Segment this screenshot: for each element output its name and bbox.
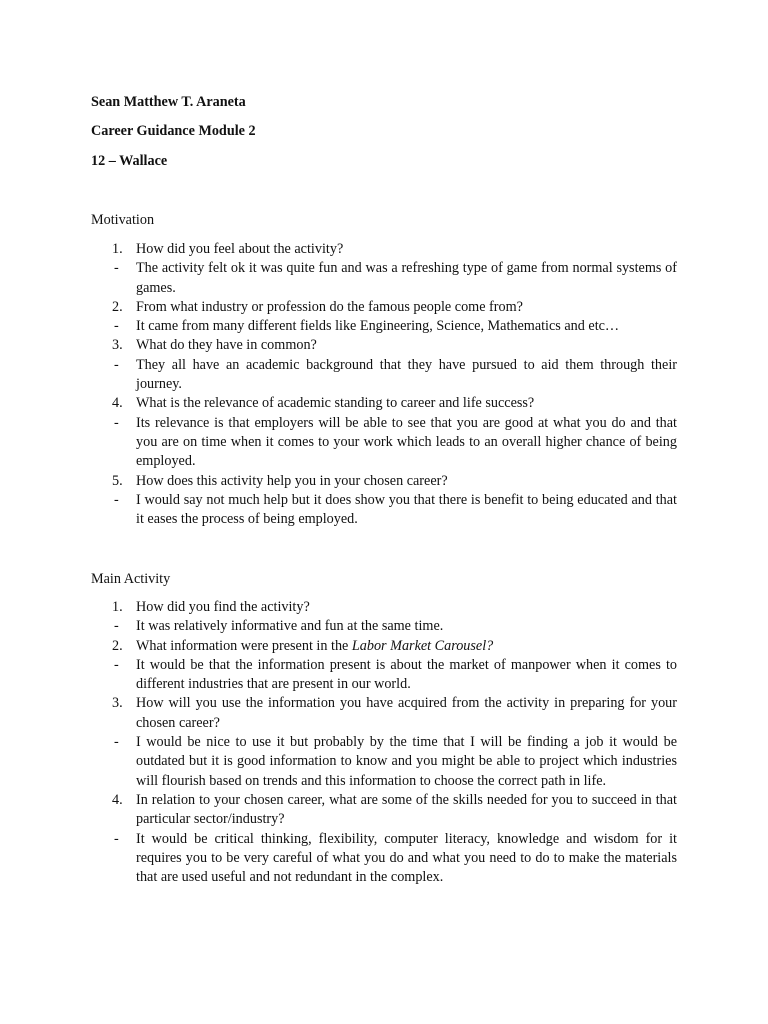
question-text: What is the relevance of academic standing to career and life success? [136, 395, 535, 412]
section-title-main-activity: Main Activity [91, 571, 171, 587]
question-item [91, 298, 677, 317]
list-number: 1. [112, 599, 123, 615]
answer-text: I would say not much help but it does show you that there is benefit to being educated and that it eases the process of being employed. [136, 491, 677, 528]
list-dash: - [114, 260, 119, 277]
answer-item [91, 356, 677, 395]
question-item [91, 240, 677, 259]
question-text: How did you find the activity? [136, 599, 310, 615]
question-text: What do they have in common? [136, 337, 317, 354]
answer-text: It would be that the information present is about the market of manpower when it comes to different industries that are present in our world. [136, 656, 677, 693]
question-item [91, 598, 677, 617]
question-text-plain: What information were present in the [136, 637, 352, 654]
list-number: 5. [112, 472, 123, 489]
motivation-list [91, 240, 677, 529]
question-item [91, 791, 677, 830]
question-item [91, 472, 677, 491]
answer-item [91, 656, 677, 695]
list-number: 2. [112, 637, 123, 654]
list-dash: - [114, 618, 119, 635]
answer-text: I would be nice to use it but probably by the time that I will be finding a job it would be outdated but it is good information to know and you might be able to project which industries will flourish based on trends and this information to choose the correct path in life. [136, 734, 677, 789]
list-dash: - [114, 734, 119, 751]
author-name: Sean Matthew T. Araneta [91, 94, 246, 110]
list-dash: - [114, 656, 119, 673]
list-number: 2. [112, 298, 123, 315]
answer-text: It was relatively informative and fun at the same time. [136, 618, 444, 635]
list-number: 1. [112, 241, 123, 257]
list-dash: - [114, 830, 119, 847]
list-dash: - [114, 356, 119, 373]
main-activity-list [91, 598, 677, 887]
answer-item [91, 317, 677, 336]
list-number: 3. [112, 337, 123, 354]
class-section: 12 – Wallace [91, 153, 168, 169]
question-text: How does this activity help you in your chosen career? [136, 472, 448, 489]
list-dash: - [114, 414, 119, 431]
answer-text: It would be critical thinking, flexibility, computer literacy, knowledge and wisdom for it requires you to be very careful of what you do and what you need to do to make the materials that are used useful and not redundant in the complex. [136, 830, 677, 886]
question-text: In relation to your chosen career, what are some of the skills needed for you to succeed in that particular sector/industry? [136, 791, 677, 828]
answer-text: It came from many different fields like Engineering, Science, Mathematics and etc… [136, 318, 620, 335]
list-number: 3. [112, 695, 123, 712]
question-item [91, 394, 677, 413]
module-title: Career Guidance Module 2 [91, 123, 256, 139]
carousel-title-italic: Labor Market Carousel? [351, 637, 494, 654]
list-dash: - [114, 491, 119, 508]
answer-item [91, 414, 677, 472]
question-item [91, 694, 677, 733]
answer-item [91, 617, 677, 636]
answer-item [91, 491, 677, 530]
answer-item [91, 733, 677, 791]
answer-item [91, 259, 677, 298]
answer-item [91, 830, 677, 888]
question-text: From what industry or profession do the famous people come from? [136, 298, 523, 315]
list-dash: - [114, 318, 119, 335]
question-text [136, 638, 493, 654]
question-text: How will you use the information you have acquired from the activity in preparing for your chosen career? [136, 695, 677, 731]
list-number: 4. [112, 791, 123, 808]
section-title-motivation: Motivation [91, 212, 155, 228]
question-item [91, 336, 677, 355]
question-text: How did you feel about the activity? [136, 241, 344, 257]
answer-text: Its relevance is that employers will be able to see that you are good at what you do and that you are on time when it comes to your work which leads to an overall higher chance of being employed. [136, 414, 677, 470]
answer-text: They all have an academic background that they have pursued to aid them through their journey. [136, 356, 677, 393]
answer-text: The activity felt ok it was quite fun and was a refreshing type of game from normal systems of games. [136, 260, 677, 296]
list-number: 4. [112, 395, 123, 412]
question-item [91, 637, 677, 656]
